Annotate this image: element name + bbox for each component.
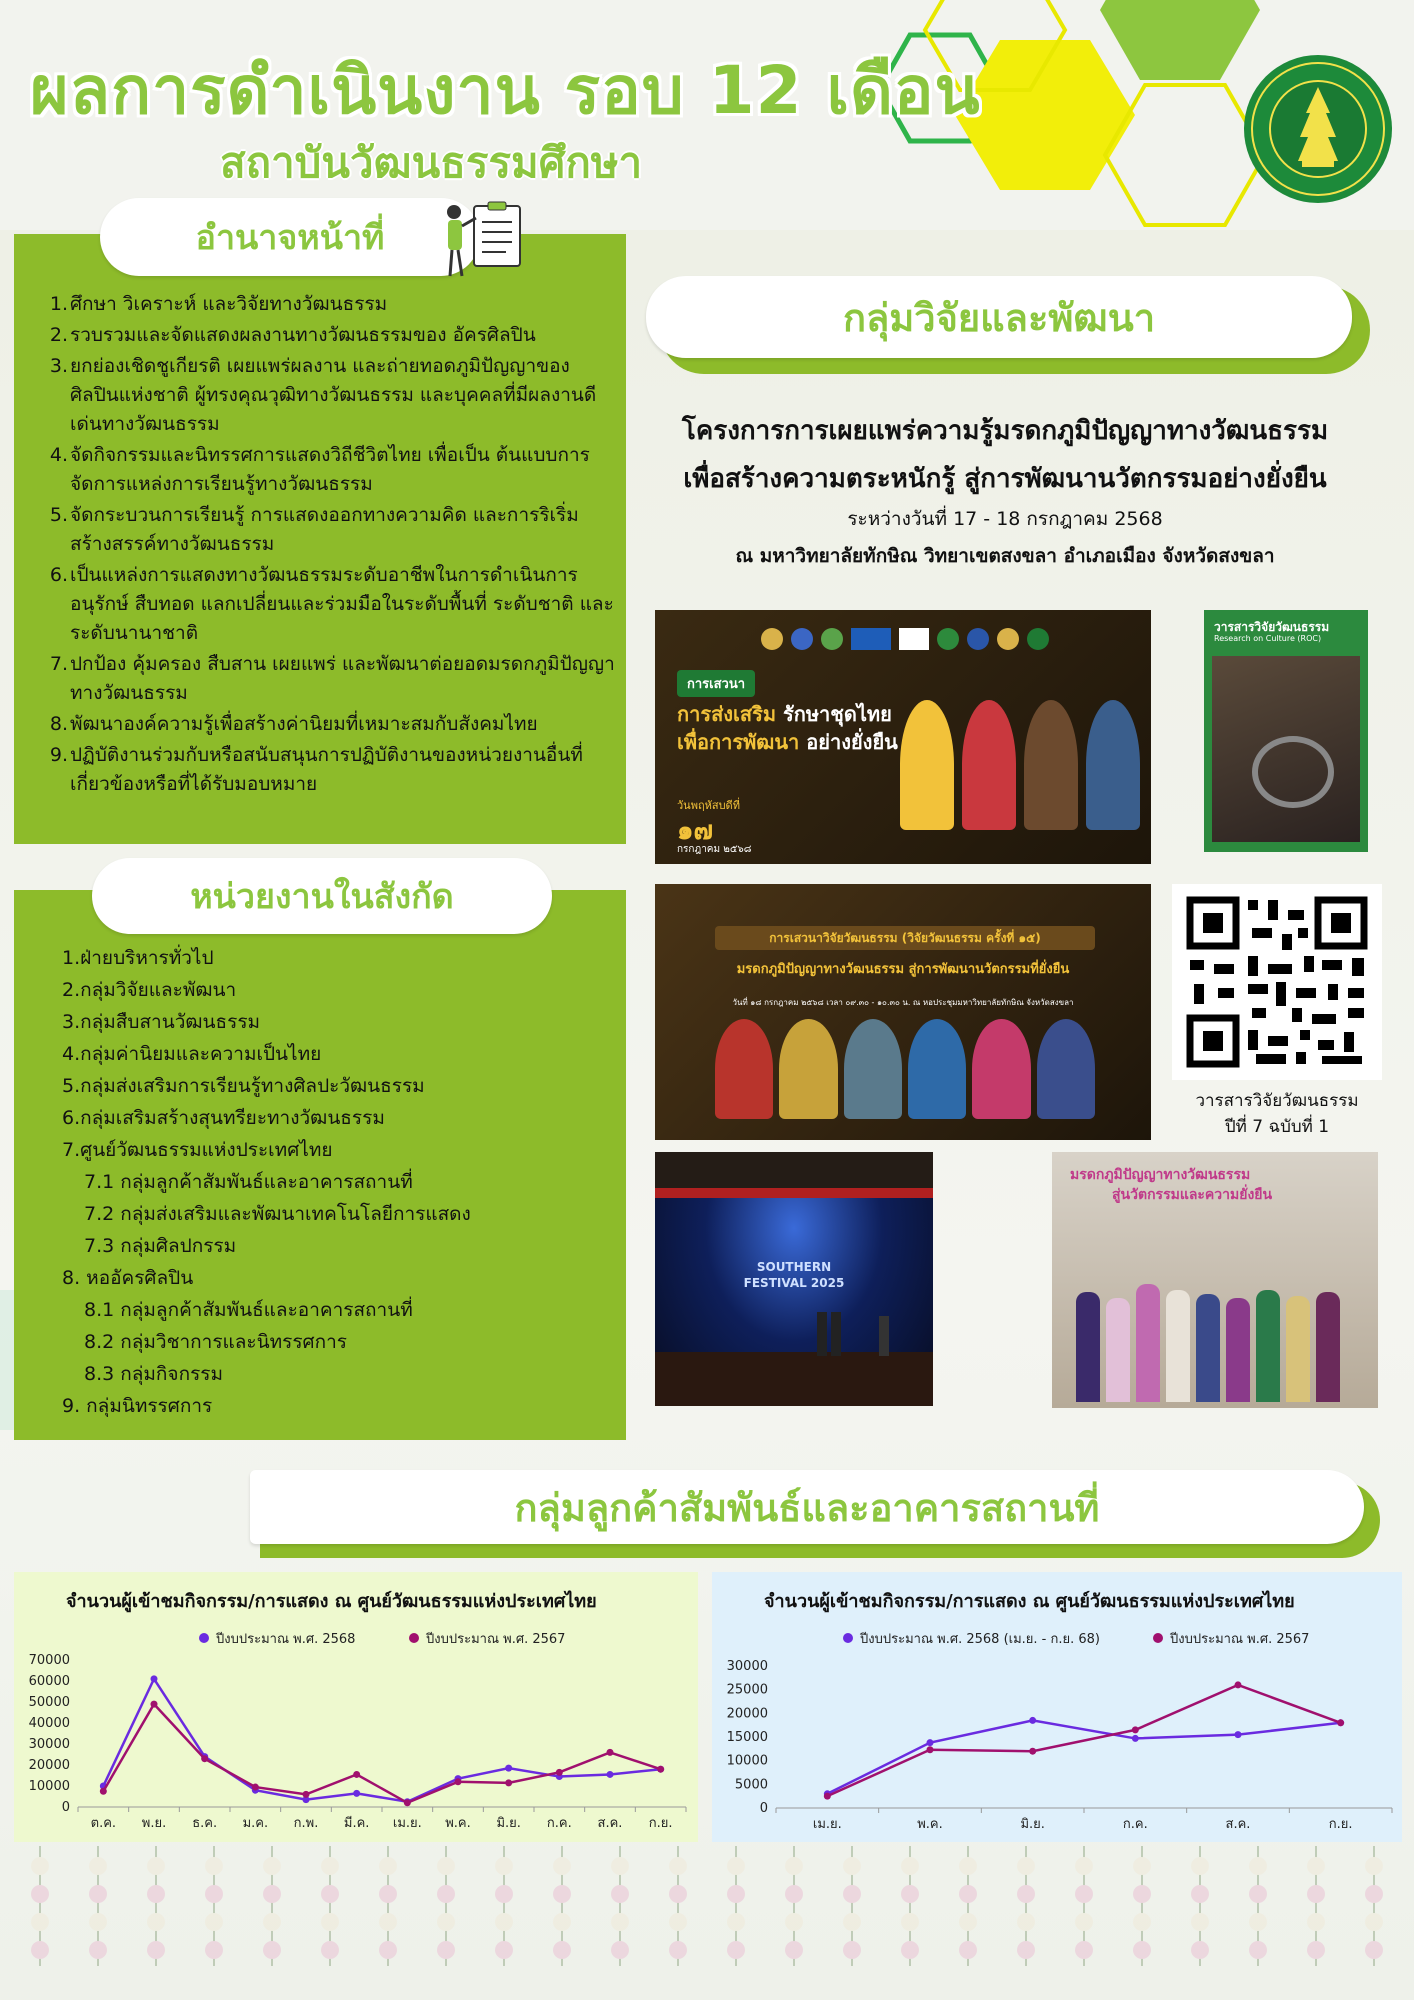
- unit-item: 8.3 กลุ่มกิจกรรม: [84, 1363, 224, 1385]
- y-tick-label: 70000: [28, 1653, 70, 1668]
- stage-screen-text2: FESTIVAL 2025: [743, 1276, 845, 1290]
- duty-item: 4. จัดกิจกรรมและนิทรรศการแสดงวิถีชีวิตไทย เพื่อเป็น ต้นแบบการจัดการแหล่งการเรียนรู้ทางวัฒนธรรม: [49, 444, 590, 495]
- unit-item: 8.2 กลุ่มวิชาการและนิทรรศการ: [84, 1331, 347, 1353]
- data-point: [927, 1746, 934, 1753]
- unit-item: 7.3 กลุ่มศิลปกรรม: [84, 1235, 237, 1257]
- journal-caption: [1172, 1088, 1382, 1140]
- x-tick-label: พ.ค.: [445, 1816, 471, 1831]
- y-tick-label: 5000: [734, 1777, 768, 1793]
- y-tick-label: 30000: [726, 1659, 768, 1674]
- unit-item: 8. หออัครศิลปิน: [62, 1267, 194, 1289]
- y-tick-label: 10000: [28, 1779, 70, 1794]
- project-title-line1: โครงการการเผยแพร่ความรู้มรดกภูมิปัญญาทางวัฒนธรรม: [681, 416, 1329, 446]
- unit-item: 7.1 กลุ่มลูกค้าสัมพันธ์และอาคารสถานที่: [84, 1171, 413, 1193]
- x-tick-label: ส.ค.: [597, 1816, 623, 1831]
- x-tick-label: ส.ค.: [1225, 1817, 1251, 1832]
- chart-visitors-half-year: [712, 1572, 1402, 1842]
- legend-marker: [199, 1633, 209, 1643]
- x-tick-label: มี.ค.: [343, 1816, 370, 1831]
- stage-screen-text1: SOUTHERN: [756, 1260, 832, 1274]
- x-tick-label: ต.ค.: [90, 1816, 117, 1831]
- data-point: [556, 1769, 563, 1776]
- unit-item: 3.กลุ่มสืบสานวัฒนธรรม: [62, 1011, 261, 1033]
- unit-item: 4.กลุ่มค่านิยมและความเป็นไทย: [62, 1043, 322, 1065]
- data-point: [100, 1788, 107, 1795]
- x-tick-label: เม.ย.: [392, 1816, 422, 1831]
- poster2-portraits: [715, 1019, 1095, 1119]
- duty-item: 9. ปฏิบัติงานร่วมกับหรือสนับสนุนการปฏิบัติงานของหน่วยงานอื่นที่เกี่ยวข้องหรือที่ได้รับมอบหมาย: [49, 744, 583, 795]
- legend-marker: [1153, 1633, 1163, 1643]
- data-point: [455, 1778, 462, 1785]
- duty-item: 6. เป็นแหล่งการแสดงทางวัฒนธรรมระดับอาชีพในการดำเนินการอนุรักษ์ สืบทอด แลกเปลี่ยนและร่วมมือในระดับพื้นที่ ระดับชาติ และระดับนานาชาติ: [49, 564, 614, 644]
- units-heading: หน่วยงานในสังกัด: [190, 877, 454, 917]
- unit-item: 7.ศูนย์วัฒนธรรมแห่งประเทศไทย: [62, 1139, 333, 1161]
- chart2-svg: [712, 1572, 1402, 1842]
- research-heading: กลุ่มวิจัยและพัฒนา: [842, 295, 1156, 340]
- x-tick-label: ก.ค.: [546, 1816, 572, 1831]
- y-tick-label: 15000: [726, 1730, 768, 1745]
- data-point: [657, 1766, 664, 1773]
- unit-item: 6.กลุ่มเสริมสร้างสุนทรียะทางวัฒนธรรม: [62, 1107, 385, 1129]
- journal-cover: [1204, 610, 1368, 852]
- unit-item: 2.กลุ่มวิจัยและพัฒนา: [62, 979, 237, 1001]
- duty-item: 2. รวบรวมและจัดแสดงผลงานทางวัฒนธรรมของ อัครศิลปิน: [49, 324, 536, 346]
- chart-visitors-annual: [14, 1572, 698, 1842]
- exhibit-banner-line1: มรดกภูมิปัญญาทางวัฒนธรรม: [1070, 1167, 1251, 1183]
- poster1-date-label: วันพฤหัสบดีที่: [677, 799, 740, 812]
- units-list: [62, 942, 471, 1422]
- x-tick-label: ก.ย.: [648, 1816, 673, 1831]
- legend-label: ปีงบประมาณ พ.ศ. 2567: [426, 1632, 566, 1647]
- stage-floor: [655, 1352, 933, 1406]
- y-tick-label: 40000: [28, 1716, 70, 1731]
- journal-cover-subtitle: Research on Culture (ROC): [1214, 634, 1322, 643]
- x-tick-label: ธ.ค.: [192, 1816, 218, 1831]
- x-tick-label: มิ.ย.: [496, 1816, 521, 1831]
- flower-garland-decoration: [0, 1846, 1414, 2000]
- stage-performer: [879, 1316, 889, 1356]
- poster1-tag: การเสวนา: [677, 670, 755, 697]
- stage-curtain: [655, 1152, 933, 1188]
- seminar-poster-2: [655, 884, 1151, 1140]
- data-point: [303, 1791, 310, 1798]
- y-tick-label: 20000: [726, 1706, 768, 1722]
- data-point: [607, 1771, 614, 1778]
- data-point: [1132, 1726, 1139, 1733]
- duty-item: 8. พัฒนาองค์ความรู้เพื่อสร้างค่านิยมที่เหมาะสมกับสังคมไทย: [49, 713, 538, 735]
- poster-logos: [735, 628, 1075, 654]
- research-heading-pill: [646, 276, 1352, 358]
- data-point: [252, 1784, 259, 1791]
- data-point: [927, 1739, 934, 1746]
- legend-label: ปีงบประมาณ พ.ศ. 2568 (เม.ย. - ก.ย. 68): [860, 1632, 1100, 1647]
- page-title: ผลการดำเนินงาน รอบ 12 เดือน: [30, 52, 981, 129]
- journal-caption-title: วารสารวิจัยวัฒนธรรม: [1195, 1091, 1359, 1111]
- duty-item: 7. ปกป้อง คุ้มครอง สืบสาน เผยแพร่ และพัฒนาต่อยอดมรดกภูมิปัญญาทางวัฒนธรรม: [49, 653, 615, 704]
- data-point: [505, 1765, 512, 1772]
- poster2-detail: วันที่ ๑๘ กรกฎาคม ๒๕๖๘ เวลา ๐๙.๓๐ - ๑๐.๓๐ น. ณ หอประชุมมหาวิทยาลัยทักษิณ จังหวัดสงขลา: [732, 998, 1074, 1007]
- qr-code-icon: [1172, 884, 1382, 1080]
- poster2-title: มรดกภูมิปัญญาทางวัฒนธรรม สู่การพัฒนานวัตกรรมที่ยั่งยืน: [736, 962, 1070, 977]
- poster2-tag: การเสวนาวิจัยวัฒนธรรม (วิจัยวัฒนธรรม ครั้งที่ ๑๕): [715, 926, 1095, 950]
- project-date: ระหว่างวันที่ 17 - 18 กรกฎาคม 2568: [847, 508, 1163, 530]
- unit-item: 8.1 กลุ่มลูกค้าสัมพันธ์และอาคารสถานที่: [84, 1299, 413, 1321]
- y-tick-label: 10000: [726, 1753, 768, 1769]
- duties-heading-pill: [100, 198, 480, 276]
- seminar-poster-1: [655, 610, 1151, 864]
- legend-label: ปีงบประมาณ พ.ศ. 2568: [216, 1632, 356, 1647]
- y-tick-label: 0: [759, 1801, 768, 1816]
- festival-stage-photo: [655, 1152, 933, 1406]
- exhibit-banner-line2: สู่นวัตกรรมและความยั่งยืน: [1112, 1187, 1273, 1203]
- data-point: [1337, 1719, 1344, 1726]
- y-tick-label: 50000: [28, 1695, 70, 1710]
- stage-performer: [817, 1312, 827, 1356]
- project-title-line2: เพื่อสร้างความตระหนักรู้ สู่การพัฒนานวัตกรรมอย่างยั่งยืน: [683, 464, 1327, 494]
- data-point: [1029, 1717, 1036, 1724]
- data-point: [505, 1779, 512, 1786]
- series-line: [103, 1704, 660, 1803]
- exhibition-group-photo: [1052, 1152, 1378, 1408]
- data-point: [151, 1701, 158, 1708]
- data-point: [1235, 1731, 1242, 1738]
- series-line: [827, 1685, 1340, 1796]
- y-tick-label: 30000: [28, 1737, 70, 1752]
- data-point: [353, 1771, 360, 1778]
- page-subtitle: สถาบันวัฒนธรรมศึกษา: [220, 138, 643, 187]
- x-tick-label: ม.ค.: [242, 1816, 269, 1831]
- duty-item: 1. ศึกษา วิเคราะห์ และวิจัยทางวัฒนธรรม: [49, 293, 388, 315]
- data-point: [404, 1799, 411, 1806]
- unit-item: 1.ฝ่ายบริหารทั่วไป: [62, 947, 214, 969]
- stage-curtain-trim: [655, 1188, 933, 1198]
- poster1-title-row2: เพื่อการพัฒนา อย่างยั่งยืน: [677, 730, 898, 754]
- x-tick-label: ก.พ.: [293, 1816, 319, 1831]
- data-point: [1235, 1681, 1242, 1688]
- chart1-svg: [14, 1572, 698, 1842]
- customer-heading-pill: [250, 1470, 1364, 1544]
- customer-heading: กลุ่มลูกค้าสัมพันธ์และอาคารสถานที่: [514, 1485, 1100, 1530]
- chart1-title: จำนวนผู้เข้าชมกิจกรรม/การแสดง ณ ศูนย์วัฒนธรรมแห่งประเทศไทย: [66, 1591, 597, 1612]
- duties-heading: อำนาจหน้าที่: [195, 218, 385, 258]
- legend-marker: [409, 1633, 419, 1643]
- poster1-title-row1: การส่งเสริม รักษาชุดไทย: [677, 702, 892, 726]
- journal-qr-code[interactable]: [1172, 884, 1382, 1080]
- legend-label: ปีงบประมาณ พ.ศ. 2567: [1170, 1632, 1310, 1647]
- data-point: [1029, 1748, 1036, 1755]
- journal-cover-photo: [1212, 656, 1360, 842]
- x-tick-label: ก.ค.: [1122, 1817, 1148, 1832]
- clipboard-person-icon: [436, 198, 536, 280]
- unit-item: 9. กลุ่มนิทรรศการ: [62, 1395, 213, 1417]
- duty-item: 5. จัดกระบวนการเรียนรู้ การแสดงออกทางความคิด และการริเริ่มสร้างสรรค์ทางวัฒนธรรม: [49, 504, 579, 555]
- y-tick-label: 0: [61, 1800, 70, 1815]
- duty-item: 3. ยกย่องเชิดชูเกียรติ เผยแพร่ผลงาน และถ่ายทอดภูมิปัญญาของศิลปินแห่งชาติ ผู้ทรงคุณวุฒิทางวัฒนธรรม และบุคคลที่มีผลงานดีเด่นทางวัฒนธรรม: [49, 355, 597, 435]
- poster1-month: กรกฎาคม ๒๕๖๘: [677, 844, 752, 855]
- y-tick-label: 25000: [726, 1682, 768, 1698]
- data-point: [1132, 1735, 1139, 1742]
- stage-performer: [831, 1312, 841, 1356]
- x-tick-label: ก.ย.: [1328, 1817, 1353, 1832]
- x-tick-label: พ.ย.: [141, 1816, 167, 1831]
- legend-marker: [843, 1633, 853, 1643]
- y-tick-label: 60000: [28, 1674, 70, 1689]
- x-tick-label: มิ.ย.: [1020, 1817, 1045, 1832]
- duties-list: [48, 290, 618, 801]
- journal-caption-issue: ปีที่ 7 ฉบับที่ 1: [1224, 1117, 1330, 1137]
- series-line: [827, 1720, 1340, 1793]
- unit-item: 7.2 กลุ่มส่งเสริมและพัฒนาเทคโนโลยีการแสดง: [84, 1203, 471, 1225]
- unit-item: 5.กลุ่มส่งเสริมการเรียนรู้ทางศิลปะวัฒนธรรม: [62, 1075, 425, 1097]
- y-tick-label: 20000: [28, 1758, 70, 1773]
- speaker-portraits: [900, 700, 1140, 830]
- chart2-title: จำนวนผู้เข้าชมกิจกรรม/การแสดง ณ ศูนย์วัฒนธรรมแห่งประเทศไทย: [764, 1591, 1295, 1612]
- journal-cover-title: วารสารวิจัยวัฒนธรรม: [1214, 620, 1330, 634]
- data-point: [151, 1675, 158, 1682]
- x-tick-label: เม.ย.: [812, 1817, 842, 1832]
- exhibit-people: [1076, 1272, 1366, 1402]
- data-point: [607, 1749, 614, 1756]
- poster1-day: ๑๗: [677, 816, 714, 846]
- x-tick-label: พ.ค.: [917, 1817, 943, 1832]
- data-point: [353, 1790, 360, 1797]
- department-seal-logo: [1242, 53, 1394, 205]
- units-heading-pill: [92, 858, 552, 934]
- data-point: [824, 1793, 831, 1800]
- data-point: [201, 1755, 208, 1762]
- project-venue: ณ มหาวิทยาลัยทักษิณ วิทยาเขตสงขลา อำเภอเมือง จังหวัดสงขลา: [735, 545, 1275, 567]
